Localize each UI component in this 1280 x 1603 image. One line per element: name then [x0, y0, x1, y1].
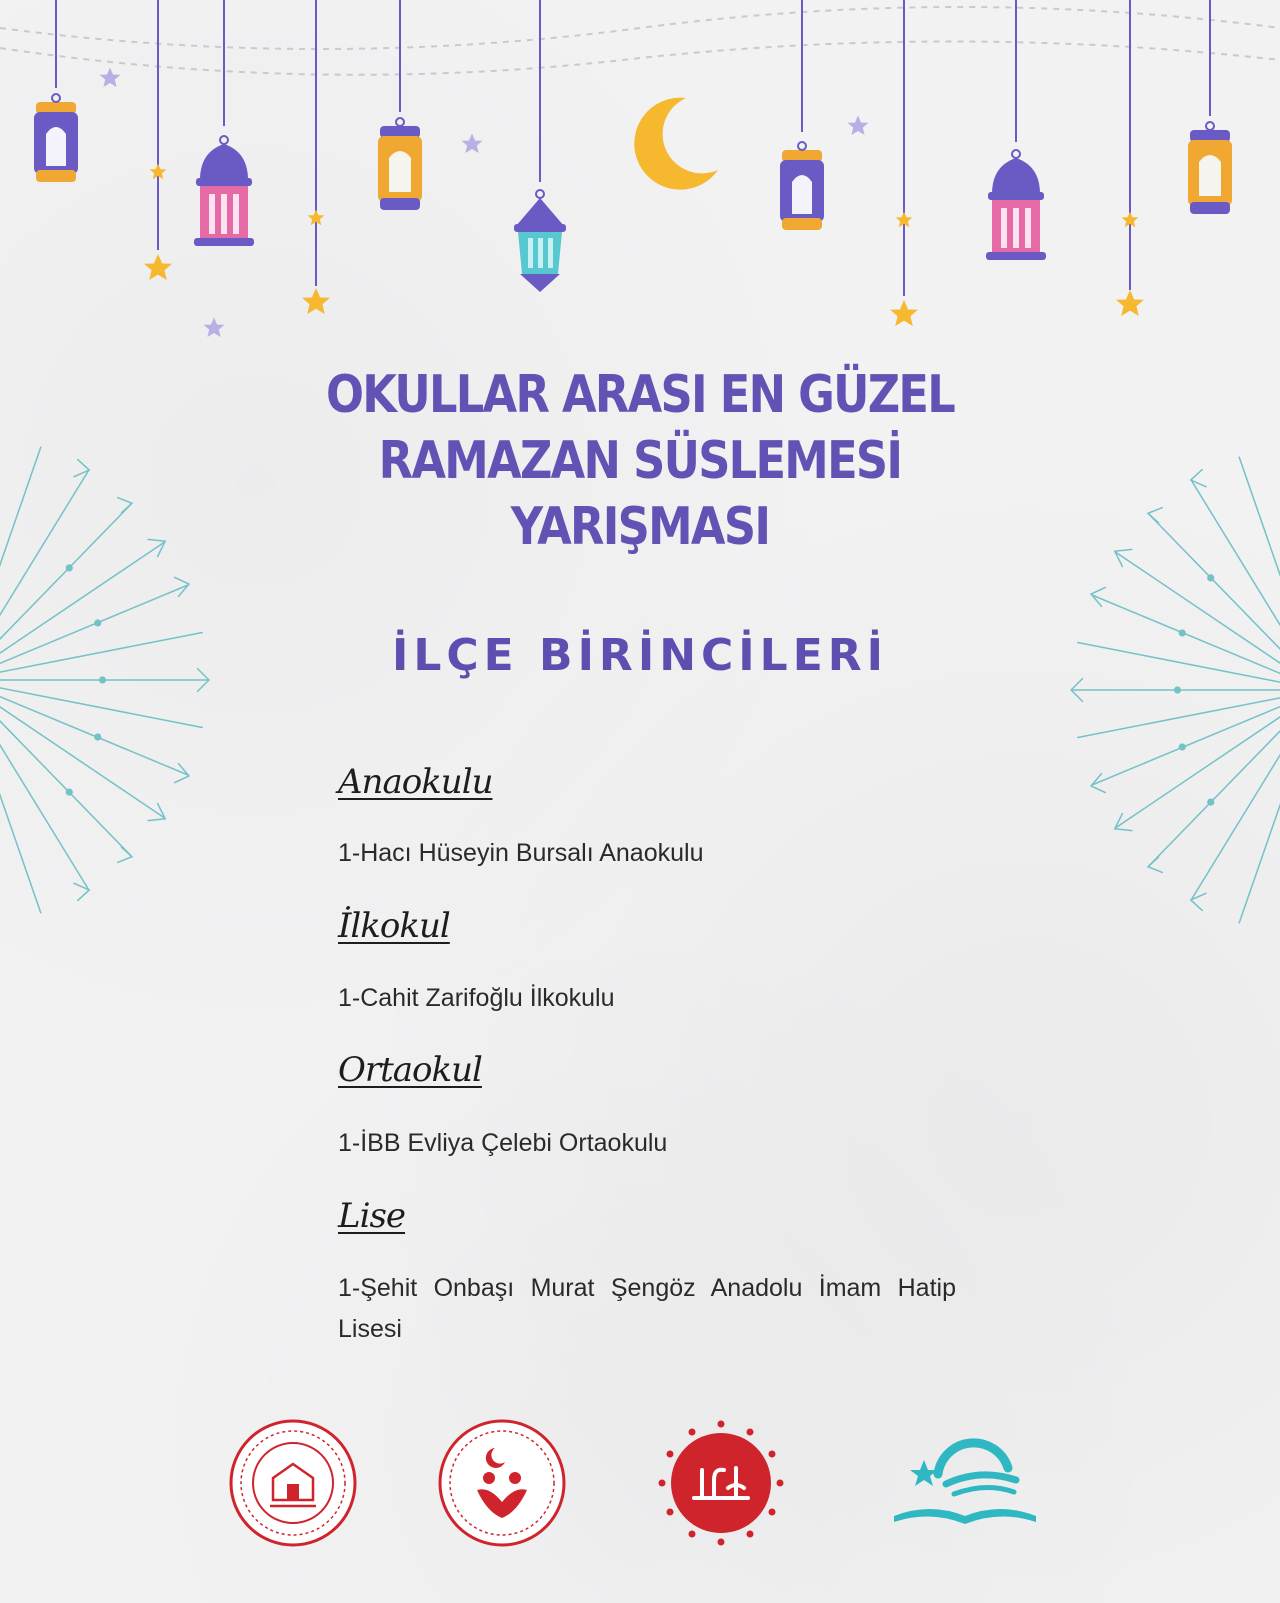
star-icon: [462, 134, 483, 154]
category-heading: Anaokulu: [338, 762, 493, 802]
star-icon: [204, 318, 225, 338]
star-icon: [1116, 290, 1144, 316]
title-line: RAMAZAN SÜSLEMESİ: [378, 431, 902, 491]
winner-school: 1-Cahit Zarifoğlu İlkokulu: [338, 984, 615, 1012]
poster-subtitle: İLÇE BİRİNCİLERİ: [391, 630, 889, 681]
winner-school: 1-İBB Evliya Çelebi Ortaokulu: [338, 1129, 668, 1157]
category-heading: Lise: [338, 1196, 406, 1236]
ministry-of-education-seal: [228, 1418, 358, 1548]
poster-title: [296, 362, 984, 560]
title-line: YARIŞMASI: [510, 497, 770, 557]
star-icon: [890, 300, 918, 326]
star-icon: [100, 68, 121, 88]
presidency-of-religious-affairs-seal: [656, 1418, 786, 1548]
winner-school: 1-Hacı Hüseyin Bursalı Anaokulu: [338, 839, 704, 867]
lantern-icon: [514, 190, 566, 292]
lantern-icon: [986, 150, 1046, 260]
ministry-of-youth-and-sports-seal: [437, 1418, 567, 1548]
garland-string: [0, 7, 1280, 75]
lantern-icon: [194, 136, 254, 246]
winner-school: 1-Şehit Onbaşı Murat Şengöz Anadolu İmam Hatip Lisesi: [338, 1274, 956, 1343]
category-heading: Ortaokul: [338, 1050, 482, 1090]
crescent-moon-icon: [634, 98, 718, 190]
firework-burst-icon: [0, 435, 209, 925]
star-icon: [144, 254, 172, 280]
lantern-icon: [780, 142, 824, 230]
star-icon: [848, 116, 869, 136]
title-line: OKULLAR ARASI EN GÜZEL: [325, 365, 955, 425]
star-icon: [302, 288, 330, 314]
category-heading: İlkokul: [338, 906, 450, 946]
municipality-logo: [890, 1428, 1040, 1538]
firework-burst-icon: [1071, 445, 1280, 935]
lantern-icon: [34, 94, 78, 182]
lantern-icon: [378, 118, 422, 210]
lantern-icon: [1188, 122, 1232, 214]
